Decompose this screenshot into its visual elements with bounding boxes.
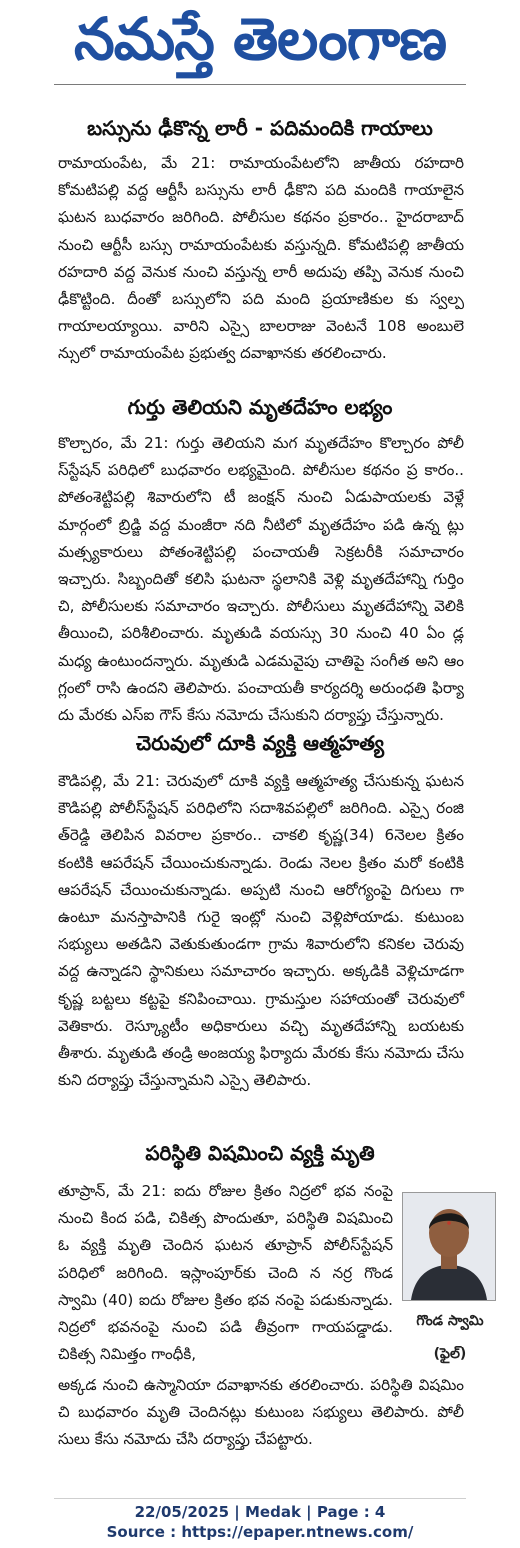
story-3-body: కౌడిపల్లి, మే 21: చెరువులో దూకి వ్యక్తి ఆత్మహత్య చేసుకున్న ఘటన కౌడిపల్లి పోలీస్‌స్టేషన్ పరిధిలోని సదాశివపల్లిలో జరిగింది. ఎస్సై రంజి త్‌రెడ్డి తెలిపిన వివరాల ప్రకారం.. చాకలి కృష్ణ(34) 6నెలల క్రితం కంటికి ఆపరేషన్ చేయించుకున్నాడు. రెండు నెలల క్రితం మరో కంటికి ఆపరేషన్ చేయించుకున్నాడు. అప్పటి నుంచి ఆరోగ్యంపై దిగులు గా ఉంటూ మనస్తాపానికి గురై ఇంట్లో నుంచి వెళ్లిపోయాడు. కుటుంబ సభ్యులు అతడిని వెతుకుతుండగా గ్రామ శివారులోని కనికల చెరువు వద్ద ఉన్నాడని స్థానికులు సమాచారం ఇచ్చారు. అక్కడికి వెళ్లిచూడగా కృష్ణ బట్టలు కట్టపై కనిపించాయి. గ్రామస్తుల సహాయంతో చెరువులో వెతికారు. రెస్క్యూటీం అధికారులు వచ్చి మృతదేహాన్ని బయటకు తీశారు. మృతుడి తండ్రి అంజయ్య ఫిర్యాదు మేరకు కేసు నమోదు చేసు కుని దర్యాప్తు చేస్తున్నామని ఎస్సై తెలిపారు. [58, 772, 464, 1090]
story-4-body: తూప్రాన్, మే 21: ఐదు రోజుల క్రితం నిద్రలో భవ నంపై నుంచి కింద పడి, చికిత్స పొందుతూ, పరిస్థితి విషమించి ఓ వ్యక్తి మృతి చెందిన ఘటన తూప్రాన్ పోలీస్‌స్టేషన్ పరిధిలో జరిగింది. ఇస్లాంపూర్‌కు చెంది న నర్ర గొండ స్వామి (40) ఐదు రోజుల క్రితం భవ నంపై పడుకున్నాడు. నిద్రలో భవనంపై నుంచి పడి తీవ్రంగా గాయపడ్డాడు. చికిత్స నిమిత్తం గాంధీకి, [58, 1182, 393, 1364]
story-1-body: రామాయంపేట, మే 21: రామాయంపేటలోని జాతీయ రహదారి కోమటిపల్లి వద్ద ఆర్టీసీ బస్సును లారీ ఢీకొని పది మందికి గాయాలైన ఘటన బుధవారం జరిగింది. పోలీసుల కథనం ప్రకారం.. హైదరాబాద్ నుంచి ఆర్టీసీ బస్సు రామాయంపేటకు వస్తున్నది. కోమటిపల్లి జాతీయ రహదారి వద్ద వెనుక నుంచి వస్తున్న లారీ అదుపు తప్పి వెనుక నుంచి ఢీకొట్టింది. దీంతో బస్సులోని పది మంది ప్రయాణికుల కు స్వల్ప గాయాలయ్యాయి. వారిని ఎస్సై బాలరాజు వెంటనే 108 అంబులె న్సులో రామాయంపేట ప్రభుత్వ దవాఖానకు తరలించారు. [58, 154, 464, 363]
story-2-headline: గుర్తు తెలియని మృతదేహం లభ్యం [127, 395, 393, 419]
story-4-body-continued: అక్కడ నుంచి ఉస్మానియా దవాఖానకు తరలించారు. పరిస్థితి విషమిం చి బుధవారం మృతి చెందినట్లు కుటుంబ సభ్యులు తెలిపారు. పోలీ సులు కేసు నమోదు చేసి దర్యాప్తు చేపట్టారు. [58, 1376, 464, 1449]
edition-info: 22/05/2025 | Medak | Page : 4 [134, 1503, 386, 1521]
newspaper-title: నమస్తే తెలంగాణ [74, 5, 446, 73]
portrait-photo [402, 1192, 496, 1301]
masthead [0, 0, 520, 80]
story-4-headline: పరిస్థితి విషమించి వ్యక్తి మృతి [145, 1141, 375, 1165]
footer-rule [54, 1498, 466, 1499]
photo-caption: గొండ స్వామి [416, 1313, 484, 1329]
story-3-headline: చెరువులో దూకి వ్యక్తి ఆత్మహత్య [135, 731, 385, 755]
photo-note: (ఫైల్) [433, 1346, 467, 1362]
story-2-body: కొల్చారం, మే 21: గుర్తు తెలియని మగ మృతదేహం కొల్చారం పోలీ స్‌స్టేషన్ పరిధిలో బుధవారం లభ్యమైంది. పోలీసుల కథనం ప్ర కారం.. పోతంశెట్టిపల్లి శివారులోని టీ జంక్షన్ నుంచి ఏడుపాయలకు వెళ్లే మార్గంలో బ్రిడ్జి వద్ద మంజీరా నది నీటిలో మృతదేహం పడి ఉన్న ట్లు మత్స్యకారులు పోతంశెట్టిపల్లి పంచాయతీ సెక్రటరీకి సమాచారం ఇచ్చారు. సిబ్బందితో కలిసి ఘటనా స్థలానికి వెళ్లి మృతదేహాన్ని గుర్తిం చి, పోలీసులకు సమాచారం ఇచ్చారు. పోలీసులు మృతదేహాన్ని వెలికి తీయించి, పరిశీలించారు. మృతుడి వయస్సు 30 నుంచి 40 ఏం డ్ల మధ్య ఉంటుందన్నారు. మృతుడి ఎడమవైపు చాతిపై సంగీత అని ఆం గ్లంలో రాసి ఉందని తెలిపారు. పంచాయతీ కార్యదర్శి అరుంధతి ఫిర్యా దు మేరకు ఎస్ఐ గౌస్ కేసు నమోదు చేసుకుని దర్యాప్తు చేస్తున్నారు. [58, 434, 464, 725]
portrait-icon [403, 1193, 495, 1300]
source-link[interactable]: Source : https://epaper.ntnews.com/ [106, 1523, 414, 1541]
masthead-rule [54, 84, 466, 85]
story-1-headline: బస్సును ఢీకొన్న లారీ - పదిమందికి గాయాలు [87, 116, 433, 140]
